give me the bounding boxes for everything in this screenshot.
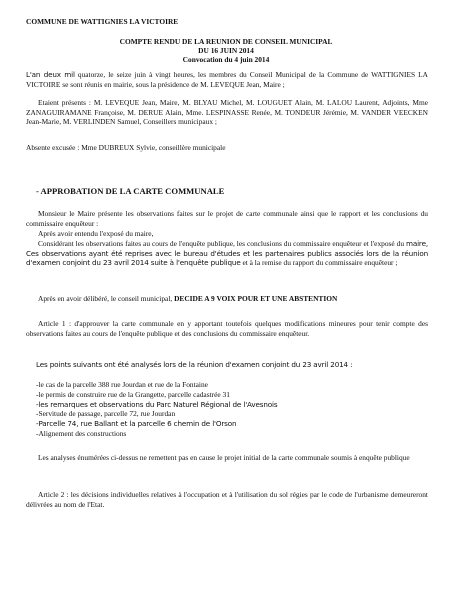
attendees-paragraph: Etaient présents : M. LEVEQUE Jean, Maire, M. BLYAU Michel, M. LOUGUET Alain, M. LALOU Laurent, Adjoints, Mme ZANAGUIRAMANE Françoise, M. DERUE Alain, Mme. LESPINASSE Renée, M. TONDEUR Jérémie, M. VANDER VEECKEN Jean-Marie, M. VERLINDEN Samuel, Conseillers municipaux ; <box>26 98 428 127</box>
commune-name: COMMUNE DE WATTIGNIES LA VICTOIRE <box>26 17 179 26</box>
points-heading: Les points suivants ont été analysés lors de la réunion d'examen conjoint du 23 avril 2014 : <box>36 360 353 369</box>
article-2-paragraph: Article 2 : les décisions individuelles relatives à l'occupation et à l'utilisation du sol régies par le code de l'urbanisme demeureront délivrées au nom de l'Etat. <box>26 490 428 509</box>
expose-paragraph: Après avoir entendu l'exposé du maire, <box>38 229 154 238</box>
analyses-paragraph: Les analyses énumérées ci-dessus ne remettent pas en cause le projet initial de la carte communale soumis à enquête publique <box>38 453 410 462</box>
list-item: -Parcelle 74, rue Ballant et la parcelle 6 chemin de l'Orson <box>36 419 237 429</box>
decision-vote: DECIDE A 9 VOIX POUR ET UNE ABSTENTION <box>174 294 338 303</box>
considerant-text-c: et à la remise du rapport du commissaire enquêteur ; <box>240 258 398 268</box>
absent-paragraph: Absente excusée : Mme DUBREUX Sylvie, conseillère municipale <box>26 143 226 152</box>
report-date: DU 16 JUIN 2014 <box>198 46 254 55</box>
convocation-date: Convocation du 4 juin 2014 <box>182 55 270 64</box>
article-1-paragraph: Article 1 : d'approuver la carte communale en y apportant toutefois quelques modifications mineures pour tenir compte des observations faites au cours de l'enquête publique et des conclusions du commissaire enquêteur. <box>26 319 428 338</box>
list-item: -Servitude de passage, parcelle 72, rue Jourdan <box>36 409 176 419</box>
points-list <box>36 380 428 439</box>
decision-text: Après en avoir délibéré, le conseil municipal, <box>38 294 175 303</box>
list-item: -Alignement des constructions <box>36 428 127 438</box>
considerant-text-b: maire, Ces observations ayant été reprises avec le bureau d'études et les partenaires publics associés lors de la réunion d'examen conjoint du 23 avril 2014 suite à l'enquête publique <box>26 239 428 268</box>
list-item: -le permis de construire rue de la Grangette, parcelle cadastrée 31 <box>36 389 230 399</box>
considerant-paragraph <box>26 239 428 268</box>
intro-lead: L'an deux mil <box>26 70 75 79</box>
maire-presentation-paragraph: Monsieur le Maire présente les observations faites sur le projet de carte communale ainsi que le rapport et les conclusions du commissaire enquêteur : <box>26 209 428 228</box>
intro-paragraph <box>26 70 428 89</box>
section-title <box>36 186 224 197</box>
decision-paragraph <box>38 294 428 304</box>
section-prefix: - <box>36 186 41 196</box>
report-title: COMPTE RENDU DE LA REUNION DE CONSEIL MUNICIPAL <box>119 37 333 46</box>
considerant-text-a: Considérant les observations faites au cours de l'enquête publique, les conclusions du commissaire enquêteur et l'exposé du <box>38 239 406 248</box>
list-item: -le cas de la parcelle 388 rue Jourdan et rue de la Fontaine <box>36 380 208 389</box>
intro-text: quatorze, le seize juin à vingt heures, les membres du Conseil Municipal de la Commune de WATTIGNIES LA VICTOIRE se sont réunis en mairie, sous la présidence de M. LEVEQUE Jean, Maire ; <box>26 70 428 89</box>
section-title-text: APPROBATION DE LA CARTE COMMUNALE <box>40 186 225 196</box>
list-item: -les remarques et observations du Parc Naturel Régional de l'Avesnois <box>36 399 278 409</box>
